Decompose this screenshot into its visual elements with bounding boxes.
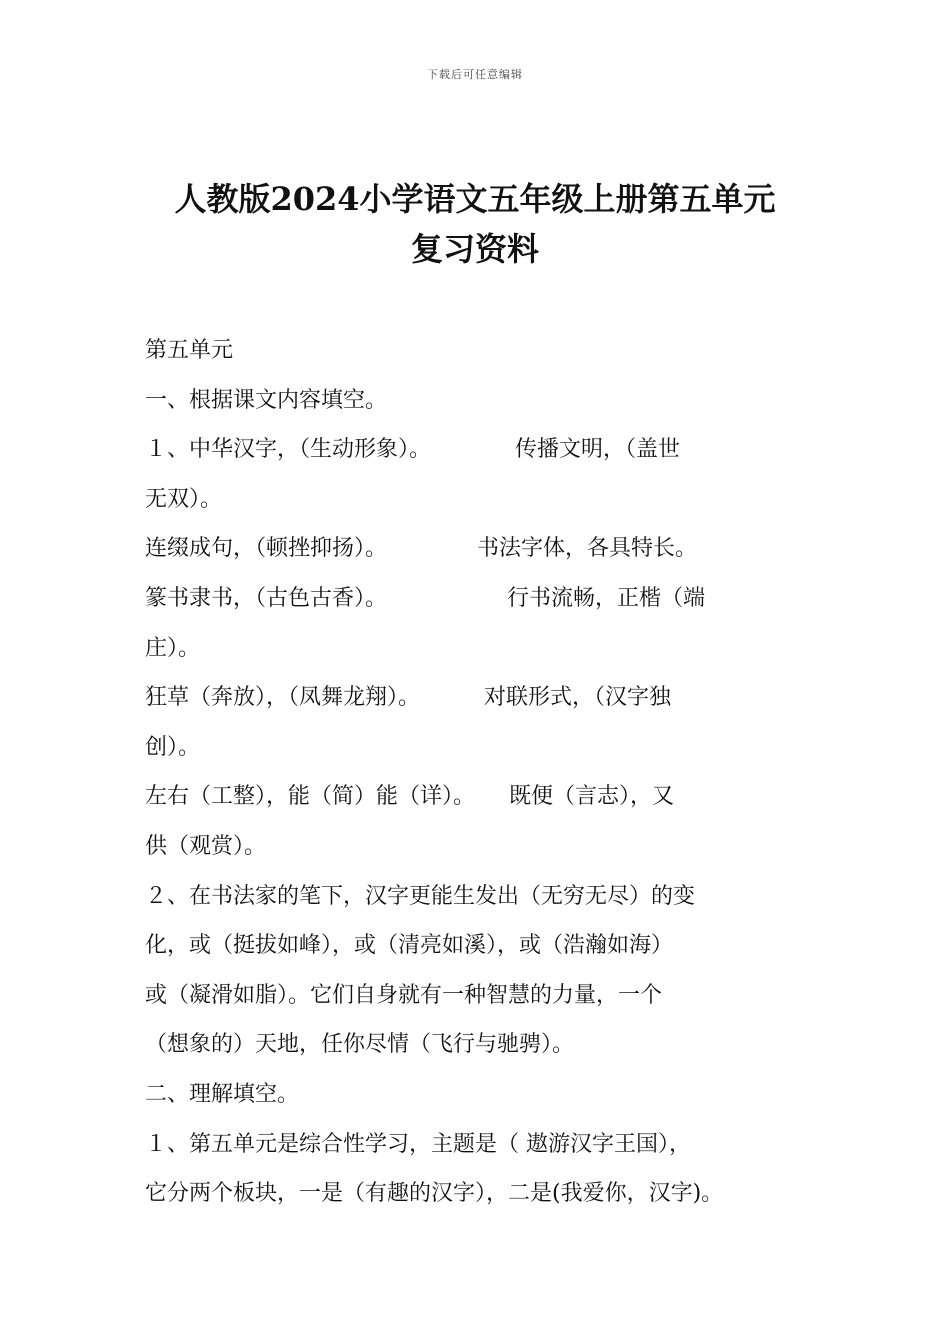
text-segment: 行书流畅，正楷（端 [507,585,706,611]
text-line: １、第五单元是综合性学习，主题是（ 遨游汉字王国）， [145,1131,691,1157]
question-heading-1: 一、根据课文内容填空。 [145,387,388,413]
text-segment: 连缀成句，（顿挫抑扬）。 [145,536,388,562]
page-header-note: 下载后可任意编辑 [427,68,523,81]
text-segment: 左右（工整），能（简）能（详）。 [145,784,476,810]
text-line [145,524,810,574]
text-segment: 狂草（奔放），（凤舞龙翔）。 [145,685,421,711]
document-title [0,174,950,274]
document-body [145,326,810,1219]
text-segment: 既便（言志），又 [509,784,675,810]
text-line: 或（凝滑如脂）。它们自身就有一种智慧的力量，一个 [145,982,663,1008]
text-line [145,772,810,822]
text-line: 创）。 [145,734,201,760]
text-line: ２、在书法家的笔下，汉字更能生发出（无穷无尽）的变 [145,883,696,909]
text-line: 化，或（挺拔如峰），或（清亮如溪），或（浩瀚如海） [145,933,674,959]
text-line: 无双）。 [145,486,223,512]
text-line: （想象的）天地，任你尽情（飞行与驰骋）。 [145,1032,575,1058]
text-line: 它分两个板块，一是（有趣的汉字），二是(我爱你，汉字)。 [145,1181,724,1207]
text-segment: 书法字体，各具特长。 [477,536,698,562]
text-segment: 篆书隶书，（古色古香）。 [145,585,388,611]
question-heading-2: 二、理解填空。 [145,1081,300,1107]
text-line [145,574,810,624]
text-line: 庄）。 [145,635,201,661]
text-segment: 对联形式，（汉字独 [484,685,672,711]
text-line: 供（观赏）。 [145,833,267,859]
section-heading: 第五单元 [145,338,234,363]
text-segment: 传播文明，（盖世 [515,437,681,463]
text-line [145,673,810,723]
text-segment: １、中华汉字，（生动形象）。 [145,437,432,463]
title-line-2: 复习资料 [410,230,539,268]
text-line [145,425,810,475]
title-line-1: 人教版2024小学语文五年级上册第五单元 [174,180,776,218]
